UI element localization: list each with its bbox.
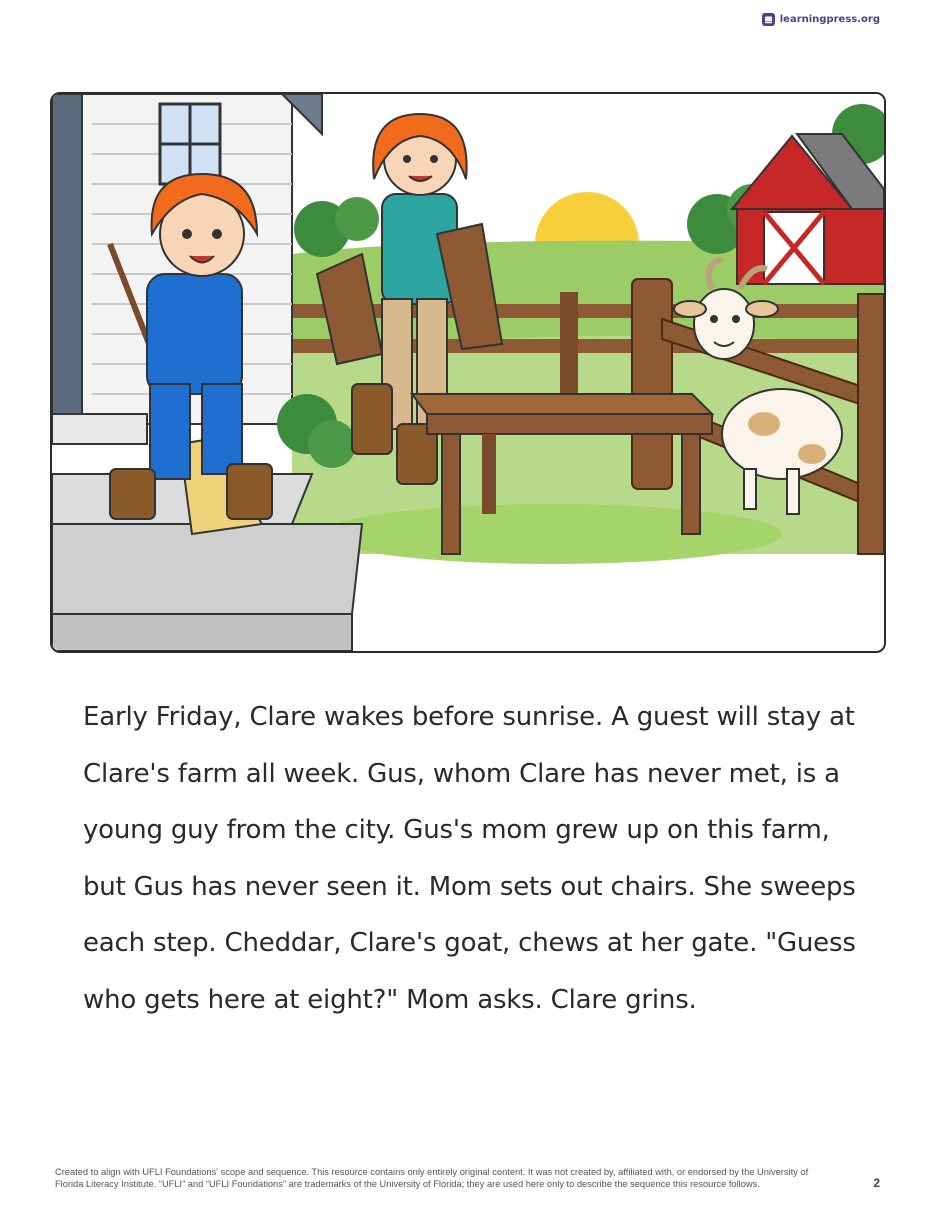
brand-link[interactable]	[762, 13, 880, 26]
story-text: Early Friday, Clare wakes before sunrise. A guest will stay at Clare's farm all week. Gus, whom Clare has never met, is a young guy from the city. Gus's mom grew up on this farm, but Gus has never seen it. Mom sets out chairs. She sweeps each step. Cheddar, Clare's goat, chews at her gate. "Guess who gets here at eight?" Mom asks. Clare grins.	[83, 702, 856, 1015]
page-number: 2	[873, 1176, 880, 1190]
footer-disclaimer: Created to align with UFLI Foundations' scope and sequence. This resource contains only entirely original content. It was not created by, affiliated with, or endorsed by the University of Florida Literacy Institute. “UFLI” and “UFLI Foundations” are trademarks of the University of Florida; they are used here only to describe the sequence this resource follows.	[55, 1167, 809, 1189]
book-icon	[762, 13, 775, 26]
farm-scene-illustration	[50, 92, 886, 653]
brand-text: learningpress.org	[779, 14, 880, 25]
